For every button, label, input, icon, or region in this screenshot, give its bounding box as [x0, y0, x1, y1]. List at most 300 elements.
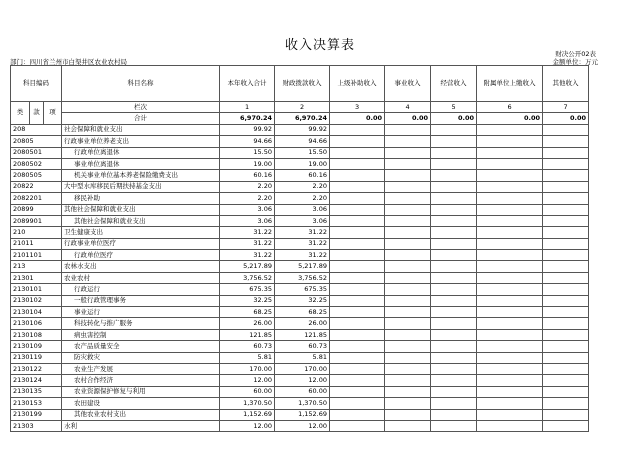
row-name: 行政事业单位养老支出: [62, 136, 220, 147]
header-kuan: 款: [30, 102, 44, 125]
row-superior: [330, 158, 385, 169]
row-operating: [431, 193, 477, 204]
table-row: [11, 295, 589, 306]
row-fiscal: 60.00: [275, 386, 330, 397]
total-row: [11, 113, 589, 124]
row-fiscal: 3.06: [275, 215, 330, 226]
row-business: [385, 318, 431, 329]
row-name: 事业运行: [62, 307, 220, 318]
table-row: [11, 181, 589, 192]
row-other: [543, 250, 589, 261]
total-cell: 0.00: [543, 113, 589, 124]
row-affiliated: [477, 318, 543, 329]
row-fiscal: 60.73: [275, 341, 330, 352]
row-superior: [330, 398, 385, 409]
row-fiscal: 3.06: [275, 204, 330, 215]
row-superior: [330, 261, 385, 272]
table-row: [11, 363, 589, 374]
row-other: [543, 284, 589, 295]
row-superior: [330, 409, 385, 420]
row-business: [385, 124, 431, 135]
row-superior: [330, 295, 385, 306]
row-fiscal: 1,152.69: [275, 409, 330, 420]
row-total: 3,756.52: [220, 272, 275, 283]
row-business: [385, 363, 431, 374]
row-other: [543, 136, 589, 147]
row-operating: [431, 363, 477, 374]
row-business: [385, 215, 431, 226]
col-index: 5: [431, 102, 477, 113]
row-superior: [330, 341, 385, 352]
row-business: [385, 409, 431, 420]
row-other: [543, 329, 589, 340]
col-index: 6: [477, 102, 543, 113]
header-business: 事业收入: [385, 66, 431, 102]
row-business: [385, 295, 431, 306]
row-fiscal: 68.25: [275, 307, 330, 318]
row-affiliated: [477, 398, 543, 409]
row-superior: [330, 272, 385, 283]
row-code: 2130101: [11, 284, 62, 295]
header-code: 科目编码: [11, 66, 62, 102]
row-fiscal: 31.22: [275, 238, 330, 249]
index-row: [11, 102, 589, 113]
row-other: [543, 398, 589, 409]
row-other: [543, 272, 589, 283]
row-operating: [431, 227, 477, 238]
table-row: [11, 193, 589, 204]
table-row: [11, 124, 589, 135]
row-operating: [431, 409, 477, 420]
row-other: [543, 238, 589, 249]
row-business: [385, 204, 431, 215]
row-code: 2130109: [11, 341, 62, 352]
row-business: [385, 181, 431, 192]
row-fiscal: 5,217.89: [275, 261, 330, 272]
row-affiliated: [477, 136, 543, 147]
row-total: 31.22: [220, 227, 275, 238]
row-operating: [431, 215, 477, 226]
col-index: 3: [330, 102, 385, 113]
row-business: [385, 136, 431, 147]
row-other: [543, 158, 589, 169]
row-business: [385, 250, 431, 261]
row-fiscal: 12.00: [275, 420, 330, 431]
row-superior: [330, 147, 385, 158]
row-name: 行政单位离退休: [62, 147, 220, 158]
row-operating: [431, 238, 477, 249]
header-total: 本年收入合计: [220, 66, 275, 102]
row-code: 210: [11, 227, 62, 238]
row-other: [543, 352, 589, 363]
row-affiliated: [477, 193, 543, 204]
row-other: [543, 181, 589, 192]
row-operating: [431, 307, 477, 318]
row-total: 3.06: [220, 204, 275, 215]
table-row: [11, 238, 589, 249]
row-affiliated: [477, 307, 543, 318]
row-fiscal: 94.66: [275, 136, 330, 147]
row-operating: [431, 295, 477, 306]
row-code: 2082201: [11, 193, 62, 204]
row-other: [543, 295, 589, 306]
table-row: [11, 329, 589, 340]
row-operating: [431, 375, 477, 386]
row-code: 2089901: [11, 215, 62, 226]
row-name: 其他农业农村支出: [62, 409, 220, 420]
row-other: [543, 375, 589, 386]
row-name: 农村合作经济: [62, 375, 220, 386]
row-name: 农业农村: [62, 272, 220, 283]
row-affiliated: [477, 363, 543, 374]
table-row: [11, 307, 589, 318]
row-fiscal: 5.81: [275, 352, 330, 363]
header-operating: 经营收入: [431, 66, 477, 102]
row-affiliated: [477, 272, 543, 283]
header-fiscal: 财政拨款收入: [275, 66, 330, 102]
row-code: 2130106: [11, 318, 62, 329]
row-operating: [431, 136, 477, 147]
row-business: [385, 227, 431, 238]
table-row: [11, 204, 589, 215]
row-affiliated: [477, 147, 543, 158]
row-other: [543, 261, 589, 272]
table-row: [11, 284, 589, 295]
row-code: 2101101: [11, 250, 62, 261]
row-code: 2080502: [11, 158, 62, 169]
row-total: 99.92: [220, 124, 275, 135]
col-index-label: 栏次: [62, 102, 220, 113]
row-affiliated: [477, 329, 543, 340]
row-fiscal: 31.22: [275, 250, 330, 261]
row-operating: [431, 181, 477, 192]
row-business: [385, 193, 431, 204]
row-name: 其他社会保障和就业支出: [62, 204, 220, 215]
row-superior: [330, 318, 385, 329]
table-row: [11, 398, 589, 409]
row-code: 2130104: [11, 307, 62, 318]
row-other: [543, 420, 589, 431]
row-affiliated: [477, 352, 543, 363]
row-affiliated: [477, 261, 543, 272]
header-row: [11, 66, 589, 102]
row-total: 32.25: [220, 295, 275, 306]
table-row: [11, 409, 589, 420]
row-operating: [431, 352, 477, 363]
row-total: 26.00: [220, 318, 275, 329]
row-business: [385, 307, 431, 318]
row-total: 12.00: [220, 375, 275, 386]
row-business: [385, 272, 431, 283]
row-total: 121.85: [220, 329, 275, 340]
row-name: 水利: [62, 420, 220, 431]
row-superior: [330, 352, 385, 363]
row-affiliated: [477, 170, 543, 181]
row-name: 防灾救灾: [62, 352, 220, 363]
row-other: [543, 215, 589, 226]
row-code: 2130199: [11, 409, 62, 420]
row-name: 社会保障和就业支出: [62, 124, 220, 135]
row-total: 60.16: [220, 170, 275, 181]
row-fiscal: 32.25: [275, 295, 330, 306]
table-row: [11, 170, 589, 181]
row-operating: [431, 284, 477, 295]
row-name: 卫生健康支出: [62, 227, 220, 238]
row-business: [385, 420, 431, 431]
row-affiliated: [477, 124, 543, 135]
income-table: [10, 65, 589, 432]
row-affiliated: [477, 158, 543, 169]
row-code: 2130102: [11, 295, 62, 306]
row-superior: [330, 204, 385, 215]
row-code: 21301: [11, 272, 62, 283]
header-name: 科目名称: [62, 66, 220, 102]
row-superior: [330, 124, 385, 135]
row-name: 行政运行: [62, 284, 220, 295]
table-row: [11, 158, 589, 169]
row-operating: [431, 318, 477, 329]
row-fiscal: 2.20: [275, 181, 330, 192]
row-fiscal: 60.16: [275, 170, 330, 181]
header-affiliated: 附属单位上缴收入: [477, 66, 543, 102]
row-business: [385, 238, 431, 249]
row-name: 农田建设: [62, 398, 220, 409]
row-other: [543, 147, 589, 158]
row-operating: [431, 398, 477, 409]
row-operating: [431, 204, 477, 215]
row-fiscal: 19.00: [275, 158, 330, 169]
row-operating: [431, 261, 477, 272]
row-business: [385, 261, 431, 272]
table-row: [11, 215, 589, 226]
row-code: 2130153: [11, 398, 62, 409]
row-other: [543, 204, 589, 215]
row-other: [543, 409, 589, 420]
row-code: 21303: [11, 420, 62, 431]
row-superior: [330, 136, 385, 147]
row-total: 60.73: [220, 341, 275, 352]
row-superior: [330, 386, 385, 397]
row-affiliated: [477, 250, 543, 261]
row-fiscal: 675.35: [275, 284, 330, 295]
table-row: [11, 261, 589, 272]
table-row: [11, 375, 589, 386]
row-name: 病虫害控制: [62, 329, 220, 340]
row-business: [385, 329, 431, 340]
row-other: [543, 227, 589, 238]
row-total: 31.22: [220, 238, 275, 249]
row-operating: [431, 147, 477, 158]
row-code: 2130108: [11, 329, 62, 340]
table-row: [11, 420, 589, 431]
row-total: 675.35: [220, 284, 275, 295]
total-label: 合计: [62, 113, 220, 124]
row-affiliated: [477, 227, 543, 238]
row-affiliated: [477, 375, 543, 386]
row-business: [385, 386, 431, 397]
row-total: 170.00: [220, 363, 275, 374]
row-affiliated: [477, 284, 543, 295]
row-name: 其他社会保障和就业支出: [62, 215, 220, 226]
row-business: [385, 284, 431, 295]
row-fiscal: 1,370.50: [275, 398, 330, 409]
row-superior: [330, 238, 385, 249]
total-cell: 6,970.24: [220, 113, 275, 124]
row-other: [543, 386, 589, 397]
department-label: 部门：四川省兰州市白渠井区农业农村局: [10, 58, 127, 66]
row-code: 2130119: [11, 352, 62, 363]
row-operating: [431, 124, 477, 135]
row-fiscal: 99.92: [275, 124, 330, 135]
col-index: 7: [543, 102, 589, 113]
row-name: 农林水支出: [62, 261, 220, 272]
row-code: 2080501: [11, 147, 62, 158]
row-operating: [431, 386, 477, 397]
row-affiliated: [477, 386, 543, 397]
col-index: 4: [385, 102, 431, 113]
row-total: 2.20: [220, 181, 275, 192]
table-row: [11, 227, 589, 238]
row-code: 20805: [11, 136, 62, 147]
table-row: [11, 250, 589, 261]
row-name: 移民补助: [62, 193, 220, 204]
row-other: [543, 363, 589, 374]
table-row: [11, 147, 589, 158]
total-cell: 0.00: [385, 113, 431, 124]
row-other: [543, 170, 589, 181]
row-code: 2130135: [11, 386, 62, 397]
table-row: [11, 272, 589, 283]
row-total: 1,370.50: [220, 398, 275, 409]
row-other: [543, 124, 589, 135]
row-operating: [431, 272, 477, 283]
row-superior: [330, 284, 385, 295]
row-business: [385, 170, 431, 181]
row-total: 2.20: [220, 193, 275, 204]
row-affiliated: [477, 238, 543, 249]
row-business: [385, 398, 431, 409]
row-superior: [330, 215, 385, 226]
total-cell: 0.00: [431, 113, 477, 124]
row-name: 机关事业单位基本养老保险缴费支出: [62, 170, 220, 181]
row-superior: [330, 170, 385, 181]
row-name: 事业单位离退休: [62, 158, 220, 169]
row-fiscal: 12.00: [275, 375, 330, 386]
row-code: 213: [11, 261, 62, 272]
row-fiscal: 26.00: [275, 318, 330, 329]
row-affiliated: [477, 204, 543, 215]
row-code: 2080505: [11, 170, 62, 181]
row-code: 2130122: [11, 363, 62, 374]
form-number: 财决公开02表: [555, 50, 596, 58]
row-name: 农产品质量安全: [62, 341, 220, 352]
row-name: 一般行政管理事务: [62, 295, 220, 306]
row-business: [385, 158, 431, 169]
row-fiscal: 15.50: [275, 147, 330, 158]
row-total: 3.06: [220, 215, 275, 226]
row-name: 行政单位医疗: [62, 250, 220, 261]
row-other: [543, 307, 589, 318]
table-row: [11, 341, 589, 352]
row-total: 12.00: [220, 420, 275, 431]
header-other: 其他收入: [543, 66, 589, 102]
total-cell: 6,970.24: [275, 113, 330, 124]
row-total: 60.00: [220, 386, 275, 397]
row-superior: [330, 329, 385, 340]
table-row: [11, 386, 589, 397]
header-xiang: 项: [44, 102, 62, 125]
row-superior: [330, 227, 385, 238]
row-name: 农业资源保护修复与利用: [62, 386, 220, 397]
row-superior: [330, 193, 385, 204]
row-business: [385, 352, 431, 363]
row-business: [385, 147, 431, 158]
row-code: 208: [11, 124, 62, 135]
row-name: 科技转化与推广服务: [62, 318, 220, 329]
row-affiliated: [477, 215, 543, 226]
row-superior: [330, 375, 385, 386]
row-other: [543, 341, 589, 352]
table-row: [11, 352, 589, 363]
row-operating: [431, 170, 477, 181]
header-superior: 上级补助收入: [330, 66, 385, 102]
row-affiliated: [477, 295, 543, 306]
row-code: 20822: [11, 181, 62, 192]
row-total: 5.81: [220, 352, 275, 363]
row-operating: [431, 329, 477, 340]
row-fiscal: 170.00: [275, 363, 330, 374]
page-title: 收入决算表: [284, 38, 355, 53]
col-index: 2: [275, 102, 330, 113]
total-cell: 0.00: [330, 113, 385, 124]
row-code: 20899: [11, 204, 62, 215]
row-total: 19.00: [220, 158, 275, 169]
row-operating: [431, 250, 477, 261]
row-fiscal: 121.85: [275, 329, 330, 340]
col-index: 1: [220, 102, 275, 113]
row-superior: [330, 250, 385, 261]
row-superior: [330, 420, 385, 431]
row-fiscal: 31.22: [275, 227, 330, 238]
row-affiliated: [477, 409, 543, 420]
row-fiscal: 3,756.52: [275, 272, 330, 283]
row-operating: [431, 420, 477, 431]
row-code: 21011: [11, 238, 62, 249]
row-code: 2130124: [11, 375, 62, 386]
header-lei: 类: [11, 102, 30, 125]
row-total: 94.66: [220, 136, 275, 147]
row-other: [543, 193, 589, 204]
row-total: 68.25: [220, 307, 275, 318]
unit-label: 金额单位：万元: [552, 58, 598, 66]
row-total: 5,217.89: [220, 261, 275, 272]
row-operating: [431, 341, 477, 352]
row-affiliated: [477, 420, 543, 431]
row-superior: [330, 307, 385, 318]
row-operating: [431, 158, 477, 169]
row-name: 行政事业单位医疗: [62, 238, 220, 249]
row-superior: [330, 363, 385, 374]
row-affiliated: [477, 181, 543, 192]
row-business: [385, 341, 431, 352]
row-total: 31.22: [220, 250, 275, 261]
row-name: 大中型水库移民后期扶持基金支出: [62, 181, 220, 192]
row-business: [385, 375, 431, 386]
table-row: [11, 318, 589, 329]
row-name: 农业生产发展: [62, 363, 220, 374]
row-other: [543, 318, 589, 329]
row-total: 1,152.69: [220, 409, 275, 420]
